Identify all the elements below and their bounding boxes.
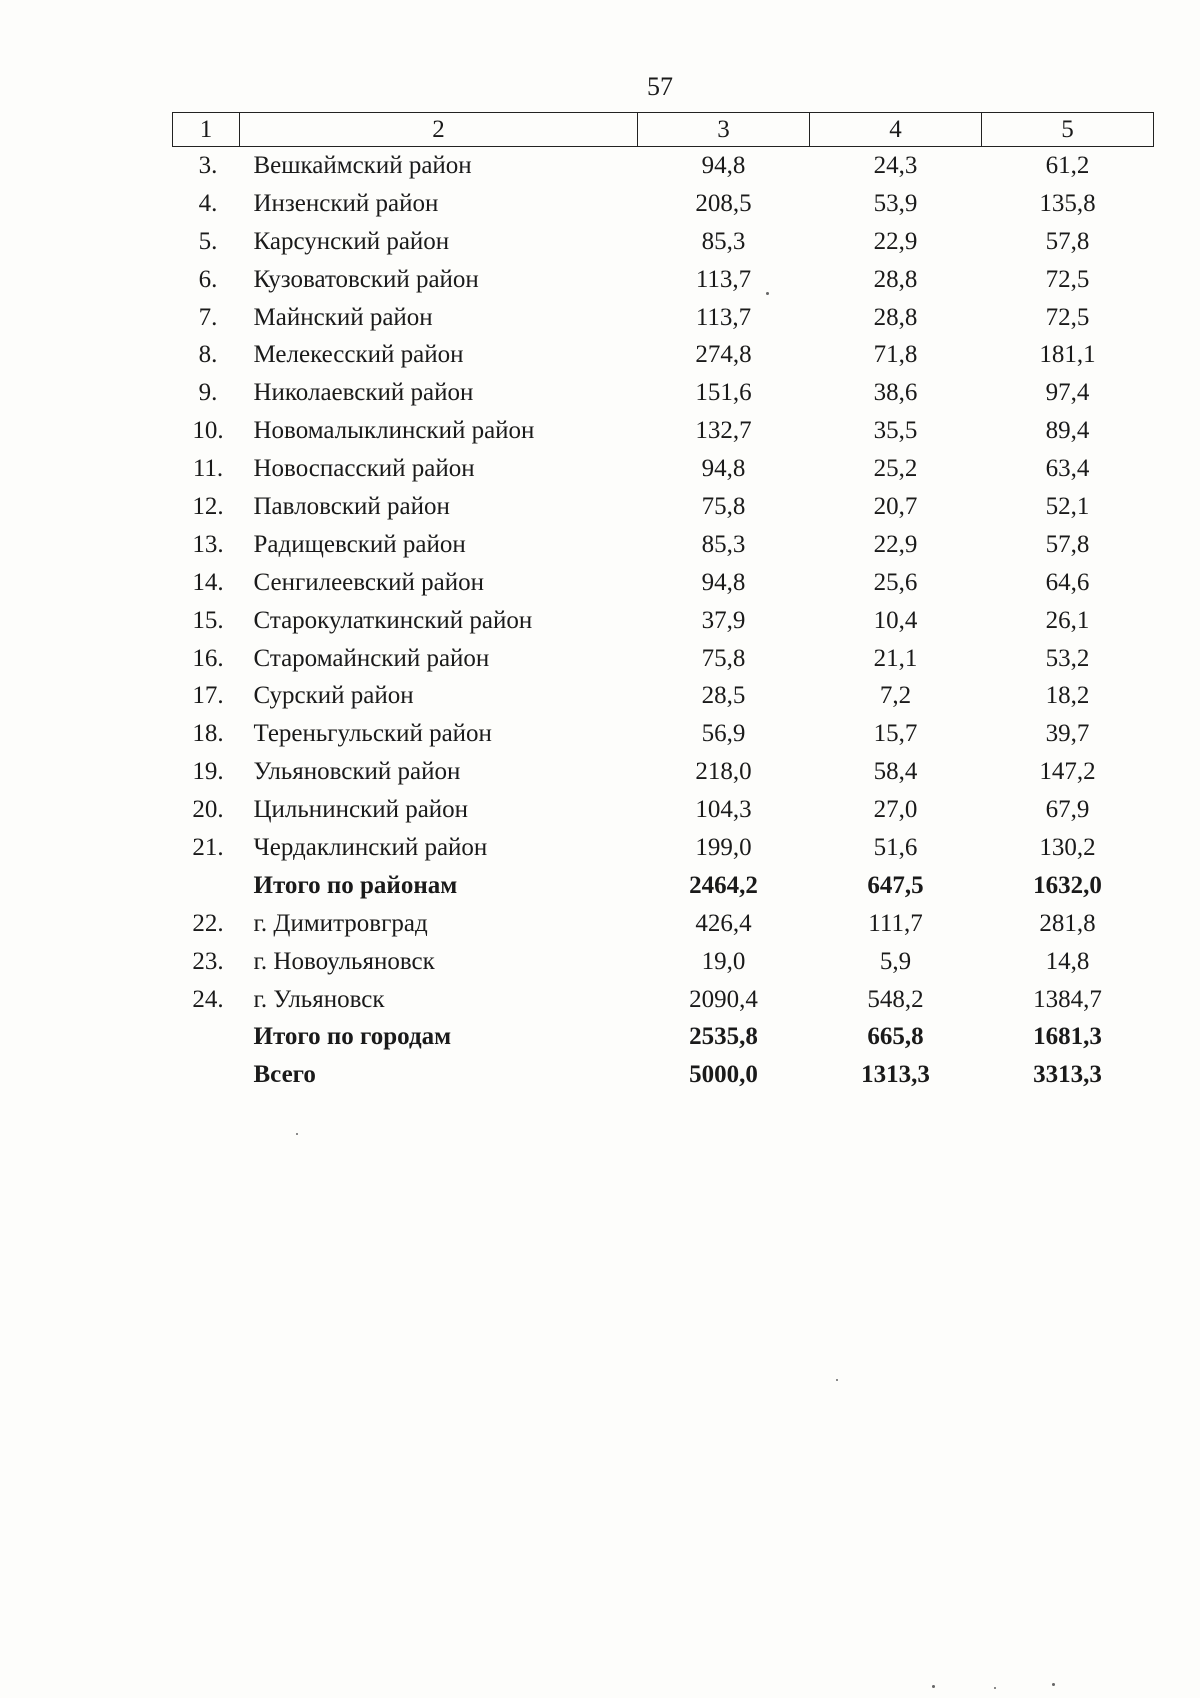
row-value-col4: 111,7 (868, 909, 923, 937)
row-value-col4: 665,8 (867, 1023, 924, 1051)
row-value-col4: 51,6 (873, 833, 918, 861)
row-value-col5: 3313,3 (1033, 1061, 1102, 1089)
row-value-col5: 89,4 (1045, 417, 1090, 445)
column-header-5: 5 (982, 113, 1154, 147)
row-value-col3: 75,8 (701, 644, 746, 672)
row-value-col4: 22,9 (873, 530, 918, 558)
row-name: Радищевский район (253, 530, 466, 558)
row-number: 19. (192, 758, 224, 786)
table-row (173, 147, 1154, 185)
row-value-col4: 27,0 (873, 796, 918, 824)
row-name: Инзенский район (253, 189, 439, 217)
row-value-col4: 5,9 (879, 947, 912, 975)
row-value-col5: 72,5 (1045, 303, 1090, 331)
row-name: Тереньгульский район (253, 720, 492, 748)
row-name: Цильнинский район (253, 796, 469, 824)
row-value-col3: 94,8 (701, 151, 746, 179)
page-number: 57 (647, 72, 673, 101)
row-value-col4: 35,5 (873, 417, 918, 445)
row-value-col4: 24,3 (873, 151, 918, 179)
row-value-col3: 56,9 (701, 720, 746, 748)
column-number-header-row (173, 113, 1154, 147)
row-value-col5: 18,2 (1045, 682, 1090, 710)
row-number: 5. (198, 227, 218, 255)
row-value-col5: 72,5 (1045, 265, 1090, 293)
row-value-col3: 104,3 (695, 796, 752, 824)
row-number (173, 867, 240, 905)
row-name: г. Димитровград (253, 909, 428, 937)
column-header-1: 1 (173, 113, 240, 147)
row-number: 15. (192, 606, 224, 634)
row-value-col3: 19,0 (701, 947, 746, 975)
row-name: Итого по районам (253, 871, 458, 899)
table-row (173, 715, 1154, 753)
total-row (173, 1018, 1154, 1056)
row-name: Старомайнский район (253, 644, 490, 672)
row-value-col4: 71,8 (873, 341, 918, 369)
row-name: Карсунский район (253, 227, 450, 255)
row-value-col4: 1313,3 (861, 1061, 930, 1089)
row-number: 23. (192, 947, 224, 975)
row-number: 16. (192, 644, 224, 672)
row-number: 13. (192, 530, 224, 558)
table-row (173, 791, 1154, 829)
row-value-col4: 10,4 (873, 606, 918, 634)
row-value-col3: 208,5 (695, 189, 752, 217)
row-name: Новоспасский район (253, 455, 475, 483)
row-name: Чердаклинский район (253, 833, 488, 861)
row-name: Новомалыклинский район (253, 417, 535, 445)
table-row (173, 526, 1154, 564)
table-row (173, 488, 1154, 526)
row-number: 17. (192, 682, 224, 710)
row-name: Сурский район (253, 682, 414, 710)
row-value-col3: 2535,8 (689, 1023, 758, 1051)
table-row (173, 943, 1154, 981)
row-value-col5: 57,8 (1045, 227, 1090, 255)
row-name: Кузоватовский район (253, 265, 479, 293)
row-value-col5: 52,1 (1045, 492, 1090, 520)
row-name: Сенгилеевский район (253, 568, 485, 596)
row-value-col4: 38,6 (873, 379, 918, 407)
row-value-col5: 57,8 (1045, 530, 1090, 558)
row-name: Итого по городам (253, 1023, 452, 1051)
row-value-col3: 113,7 (695, 265, 752, 293)
row-value-col3: 199,0 (695, 833, 752, 861)
row-value-col4: 53,9 (873, 189, 918, 217)
row-number: 4. (198, 189, 218, 217)
row-value-col4: 22,9 (873, 227, 918, 255)
row-value-col4: 25,2 (873, 455, 918, 483)
row-value-col5: 1632,0 (1033, 871, 1102, 899)
total-row (173, 867, 1154, 905)
row-number: 14. (192, 568, 224, 596)
row-value-col3: 94,8 (701, 455, 746, 483)
column-header-4: 4 (810, 113, 982, 147)
row-value-col5: 39,7 (1045, 720, 1090, 748)
row-name: Павловский район (253, 492, 450, 520)
row-number: 20. (192, 796, 224, 824)
total-row (173, 1056, 1154, 1094)
row-value-col5: 26,1 (1045, 606, 1090, 634)
row-name: Всего (253, 1061, 316, 1089)
row-value-col4: 15,7 (873, 720, 918, 748)
row-value-col5: 1384,7 (1033, 985, 1102, 1013)
row-number: 22. (192, 909, 224, 937)
row-value-col3: 2464,2 (689, 871, 758, 899)
row-value-col3: 218,0 (695, 758, 752, 786)
row-value-col3: 113,7 (695, 303, 752, 331)
row-value-col4: 28,8 (873, 265, 918, 293)
row-value-col5: 61,2 (1045, 151, 1090, 179)
row-value-col4: 58,4 (873, 758, 918, 786)
table-row (173, 299, 1154, 337)
row-name: Ульяновский район (253, 758, 461, 786)
table-row (173, 753, 1154, 791)
row-value-col5: 67,9 (1045, 796, 1090, 824)
row-value-col4: 7,2 (879, 682, 912, 710)
row-name: Старокулаткинский район (253, 606, 533, 634)
table-row (173, 412, 1154, 450)
row-value-col3: 151,6 (695, 379, 752, 407)
row-name: Майнский район (253, 303, 433, 331)
row-value-col5: 147,2 (1039, 758, 1096, 786)
row-number: 8. (198, 341, 218, 369)
row-value-col4: 20,7 (873, 492, 918, 520)
column-header-2: 2 (240, 113, 638, 147)
row-value-col4: 647,5 (867, 871, 924, 899)
row-value-col3: 132,7 (695, 417, 752, 445)
row-number: 18. (192, 720, 224, 748)
table-row (173, 223, 1154, 261)
row-name: г. Новоульяновск (253, 947, 435, 975)
row-number: 6. (198, 265, 218, 293)
row-value-col5: 130,2 (1039, 833, 1096, 861)
row-name: Николаевский район (253, 379, 474, 407)
table-row (173, 602, 1154, 640)
row-number: 24. (192, 985, 224, 1013)
row-value-col5: 63,4 (1045, 455, 1090, 483)
row-value-col3: 94,8 (701, 568, 746, 596)
table-row (173, 336, 1154, 374)
column-header-3: 3 (638, 113, 810, 147)
table-row (173, 640, 1154, 678)
table-row (173, 261, 1154, 299)
table-row (173, 185, 1154, 223)
row-number (173, 1018, 240, 1056)
row-value-col5: 14,8 (1045, 947, 1090, 975)
row-value-col3: 85,3 (701, 227, 746, 255)
row-name: Мелекесский район (253, 341, 464, 369)
row-number: 9. (198, 379, 218, 407)
row-value-col3: 2090,4 (689, 985, 758, 1013)
row-value-col5: 64,6 (1045, 568, 1090, 596)
data-table (172, 112, 1154, 1094)
row-value-col3: 28,5 (701, 682, 746, 710)
row-value-col4: 28,8 (873, 303, 918, 331)
table-row (173, 564, 1154, 602)
row-number: 7. (198, 303, 218, 331)
table-row (173, 981, 1154, 1019)
row-value-col3: 85,3 (701, 530, 746, 558)
row-value-col5: 135,8 (1039, 189, 1096, 217)
table-row (173, 905, 1154, 943)
row-value-col5: 53,2 (1045, 644, 1090, 672)
row-value-col5: 181,1 (1039, 341, 1096, 369)
row-number: 3. (198, 151, 218, 179)
row-value-col3: 75,8 (701, 492, 746, 520)
row-value-col3: 274,8 (695, 341, 752, 369)
row-number: 11. (192, 455, 224, 483)
table-row (173, 374, 1154, 412)
row-number: 12. (192, 492, 224, 520)
row-number: 10. (192, 417, 224, 445)
row-value-col5: 1681,3 (1033, 1023, 1102, 1051)
row-name: Вешкаймский район (253, 151, 472, 179)
row-value-col3: 37,9 (701, 606, 746, 634)
row-number (173, 1056, 240, 1094)
row-value-col3: 426,4 (695, 909, 752, 937)
table-body (173, 147, 1154, 1095)
row-value-col5: 281,8 (1039, 909, 1096, 937)
row-name: г. Ульяновск (253, 985, 385, 1013)
row-value-col5: 97,4 (1045, 379, 1090, 407)
row-value-col4: 21,1 (873, 644, 918, 672)
table-row (173, 677, 1154, 715)
row-value-col4: 548,2 (867, 985, 924, 1013)
row-number: 21. (192, 833, 224, 861)
row-value-col4: 25,6 (873, 568, 918, 596)
table-row (173, 829, 1154, 867)
row-value-col3: 5000,0 (689, 1061, 758, 1089)
table-row (173, 450, 1154, 488)
